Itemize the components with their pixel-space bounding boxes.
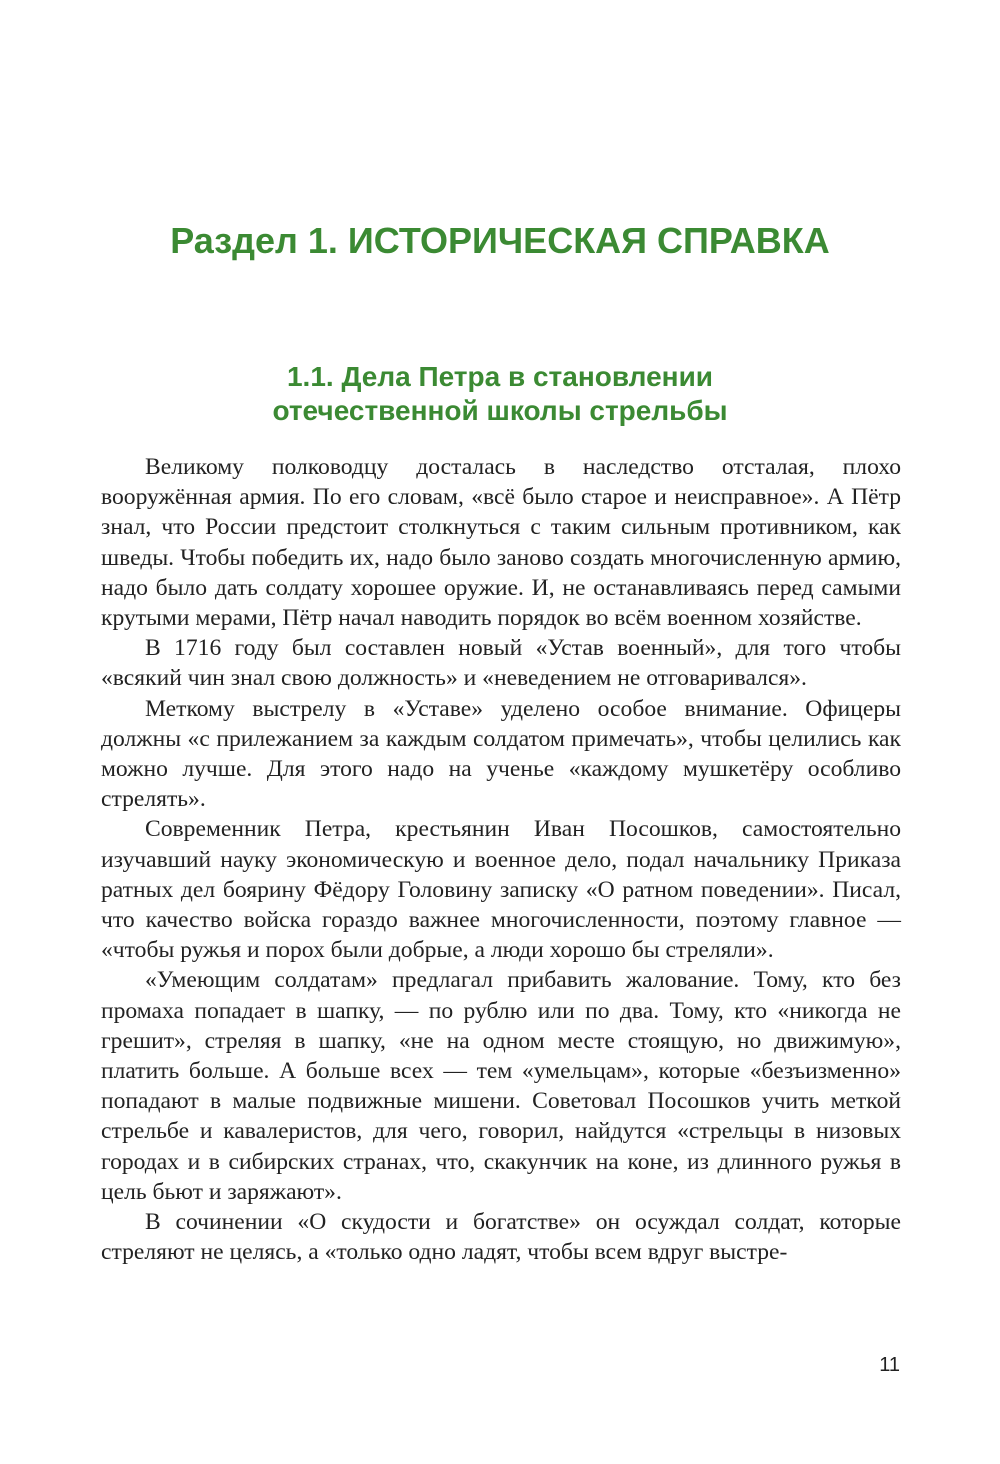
subsection-title-line-1: 1.1. Дела Петра в становлении: [286, 361, 713, 392]
paragraph: В 1716 году был составлен новый «Устав военный», для того чтобы «всякий чин знал свою должность» и «неведением не отговаривался».: [101, 635, 901, 692]
paragraph: В сочинении «О скудости и богатстве» он осуждал солдат, которые стреляют не целясь, а «только одно ладят, чтобы всем вдруг выстре-: [101, 1209, 901, 1266]
subsection-title-line-2: отечественной школы стрельбы: [272, 395, 728, 426]
paragraph: «Умеющим солдатам» предлагал прибавить жалование. Тому, кто без промаха попадает в шапку, — по рублю или по два. Тому, кто «никогда не грешит», стреляя в шапку, «не на одном месте стоящую, но движимую», платить больше. А больше всех — тем «умельцам», которые «безъизменно» попадают в малые подвижные мишени. Советовал Посошков учить меткой стрельбе и кавалеристов, для чего, говорил, найдутся «стрельцы в низовых городах и в сибирских странах, что, скакунчик на коне, из длинного ружья в цель бьют и заряжают».: [101, 967, 901, 1205]
paragraph: Меткому выстрелу в «Уставе» уделено особое внимание. Офицеры должны «с прилежанием за каждым солдатом примечать», чтобы целились как можно лучше. Для этого надо на ученье «каждому мушкетёру особливо стрелять».: [101, 695, 901, 813]
paragraph: Великому полководцу досталась в наследство отсталая, плохо вооружённая армия. По его словам, «всё было старое и неисправное». А Пётр знал, что России предстоит столкнуться с таким сильным противником, как шведы. Чтобы победить их, надо было заново создать многочисленную армию, надо было дать солдату хорошее оружие. И, не останавливаясь перед самыми крутыми мерами, Пётр начал наводить порядок во всём военном хозяйстве.: [101, 454, 901, 632]
body-text: [101, 452, 901, 1267]
paragraph: Современник Петра, крестьянин Иван Посошков, самостоятельно изучавший науку экономическую и военное дело, подал начальнику Приказа ратных дел боярину Фёдору Головину записку «О ратном поведении». Писал, что качество войска гораздо важнее многочисленности, поэтому главное — «чтобы ружья и порох были добрые, а люди хорошо бы стреляли».: [101, 816, 901, 964]
subsection-title: [0, 360, 1000, 428]
page-number: 11: [879, 1354, 900, 1376]
section-title: Раздел 1. ИСТОРИЧЕСКАЯ СПРАВКА: [170, 220, 830, 261]
